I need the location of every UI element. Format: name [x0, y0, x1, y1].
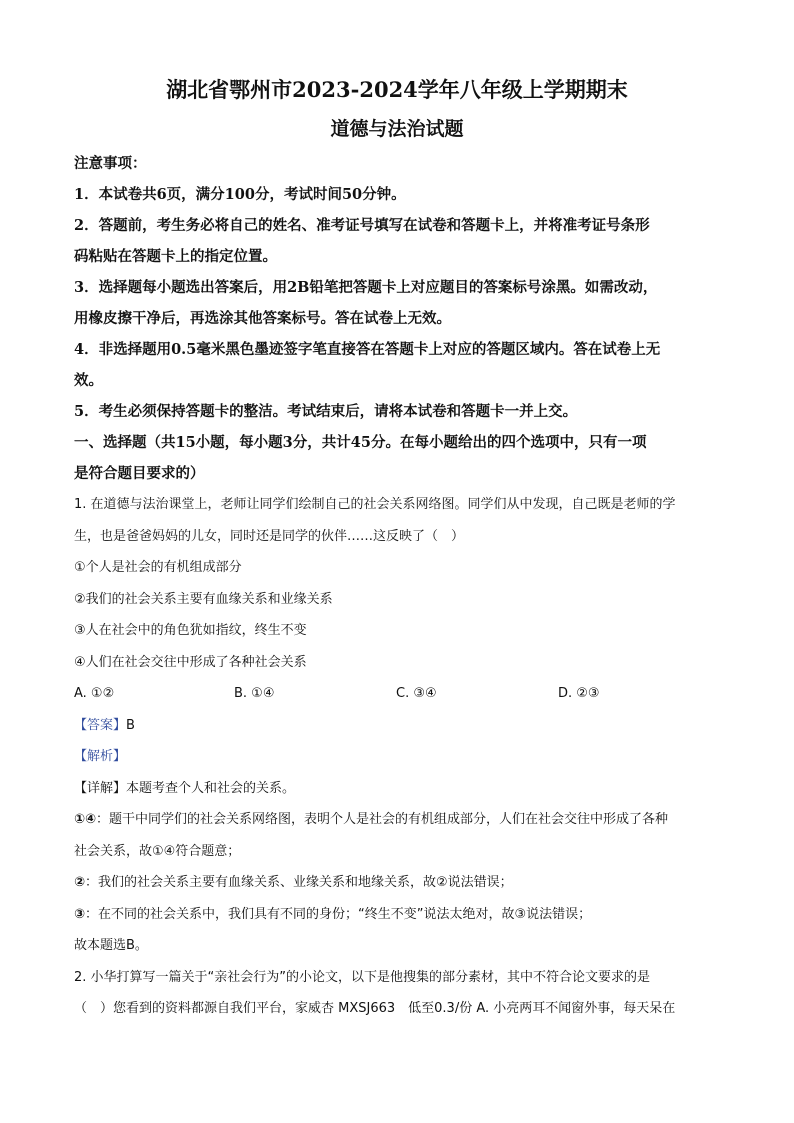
notice-line: 用橡皮擦干净后，再选涂其他答案标号。答在试卷上无效。 — [74, 310, 451, 327]
answer-tag: 【答案】 — [74, 717, 127, 733]
question-item: ④人们在社会交往中形成了各种社会关系 — [74, 654, 307, 670]
analysis-line — [74, 741, 724, 773]
question-stem: 1. 在道德与法治课堂上，老师让同学们绘制自己的社会关系网络图。同学们从中发现，自己既是老师的学 — [74, 497, 676, 512]
answer-options — [74, 678, 724, 710]
notice-heading: 注意事项： — [74, 155, 147, 172]
section-heading: 一、选择题（共15小题，每小题3分，共计45分。在每小题给出的四个选项中，只有一项 — [74, 434, 647, 451]
explanation-line — [74, 804, 724, 836]
exam-title: 湖北省鄂州市2023-2024学年八年级上学期期末 — [166, 77, 628, 102]
explanation-line: 社会关系，故①④符合题意； — [74, 843, 241, 859]
explanation-text: ：我们的社会关系主要有血缘关系、业缘关系和地缘关系，故②说法错误； — [85, 875, 513, 890]
answer-value: B — [126, 717, 135, 733]
notice-line: 5．考生必须保持答题卡的整洁。考试结束后，请将本试卷和答题卡一并上交。 — [74, 403, 578, 420]
exam-subtitle: 道德与法治试题 — [330, 118, 464, 140]
option-d: D. ②③ — [558, 686, 600, 701]
exam-content — [74, 148, 724, 1025]
analysis-tag: 【解析】 — [74, 749, 127, 764]
option-a: A. ①② — [74, 686, 115, 701]
explanation-line — [74, 867, 724, 899]
explanation-mark: ③ — [74, 906, 86, 922]
notice-line: 2．答题前，考生务必将自己的姓名、准考证号填写在试卷和答题卡上，并将准考证号条形 — [74, 217, 650, 234]
notice-line: 4．非选择题用0.5毫米黑色墨迹签字笔直接答在答题卡上对应的答题区域内。答在试卷上无 — [74, 341, 661, 358]
notice-line: 效。 — [74, 372, 103, 389]
question-item: ③人在社会中的角色犹如指纹，终生不变 — [74, 623, 307, 638]
notice-line: 3．选择题每小题选出答案后，用2B铅笔把答题卡上对应题目的答案标号涂黑。如需改动， — [74, 279, 658, 296]
explanation-mark: ①④ — [74, 812, 97, 827]
question-stem: （ ）您看到的资料都源自我们平台，家威杏 MXSJ663 低至0.3/份 A. 小亮两耳不闻窗外事，每天呆在 — [74, 1001, 676, 1016]
detail-text: 本题考查个人和社会的关系。 — [126, 780, 296, 796]
answer-line — [74, 710, 724, 742]
option-b: B. ①④ — [234, 686, 275, 701]
detail-tag: 【详解】 — [74, 780, 127, 796]
explanation-text: ：题干中同学们的社会关系网络图，表明个人是社会的有机组成部分，人们在社会交往中形成了各种 — [96, 812, 669, 827]
question-item: ②我们的社会关系主要有血缘关系和业缘关系 — [74, 591, 333, 607]
explanation-line — [74, 899, 724, 931]
explanation-text: ：在不同的社会关系中，我们具有不同的身份；“终生不变”说法太绝对，故③说法错误； — [85, 906, 592, 922]
explanation-mark: ② — [74, 875, 86, 890]
question-item: ①个人是社会的有机组成部分 — [74, 560, 242, 575]
section-heading: 是符合题目要求的） — [74, 465, 205, 482]
detail-line — [74, 773, 724, 805]
option-c: C. ③④ — [396, 686, 437, 701]
question-stem: 2. 小华打算写一篇关于“亲社会行为”的小论文，以下是他搜集的部分素材，其中不符合论文要求的是 — [74, 969, 651, 985]
conclusion-line: 故本题选B。 — [74, 938, 148, 953]
notice-line: 码粘贴在答题卡上的指定位置。 — [74, 248, 277, 265]
question-stem: 生，也是爸爸妈妈的儿女，同时还是同学的伙伴……这反映了（ ） — [74, 528, 465, 544]
notice-line: 1．本试卷共6页，满分100分，考试时间50分钟。 — [74, 186, 406, 203]
